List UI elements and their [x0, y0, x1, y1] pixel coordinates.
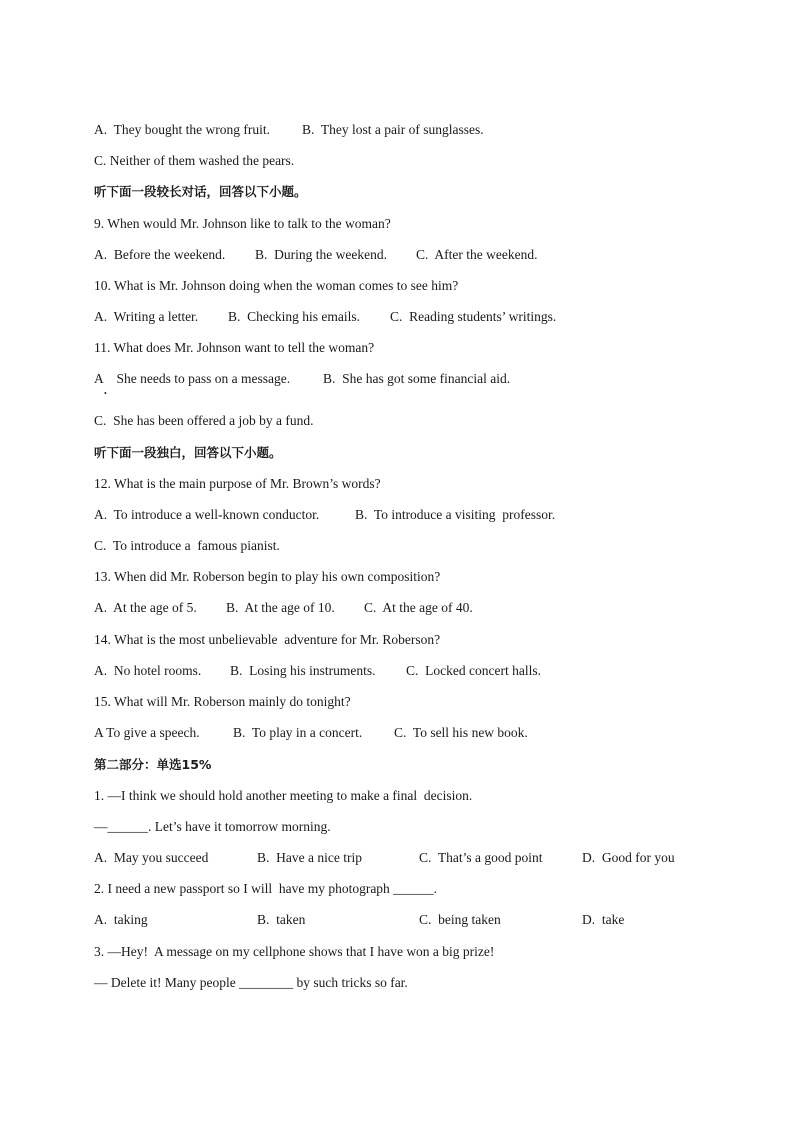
s2-stem: 2. I need a new passport so I will have my photograph ______.: [94, 881, 438, 896]
q9-option-c: C. After the weekend.: [416, 247, 538, 262]
q9-option-a: A. Before the weekend.: [94, 247, 226, 262]
q14-option-c: C. Locked concert halls.: [406, 663, 541, 678]
q13-option-c: C. At the age of 40.: [364, 600, 473, 615]
q11-stem: 11. What does Mr. Johnson want to tell the woman?: [94, 340, 375, 355]
s1-option-d: D. Good for you: [582, 850, 675, 865]
section-heading-part-two: 第二部分：单选15%: [94, 757, 212, 772]
q11-option-b: B. She has got some financial aid.: [323, 371, 511, 386]
s1-stem: 1. —I think we should hold another meeting to make a final decision.: [94, 788, 473, 803]
q9-stem: 9. When would Mr. Johnson like to talk to the woman?: [94, 216, 391, 231]
q8-option-b: B. They lost a pair of sunglasses.: [302, 122, 484, 137]
s1-option-a: A. May you succeed: [94, 850, 209, 865]
q11-option-c: C. She has been offered a job by a fund.: [94, 413, 314, 428]
s3-reply: — Delete it! Many people ________ by such tricks so far.: [94, 975, 408, 990]
section-heading-monologue: 听下面一段独白，回答以下小题。: [94, 445, 282, 460]
s1-option-c: C. That’s a good point: [419, 850, 543, 865]
q8-option-a: A. They bought the wrong fruit.: [94, 122, 270, 137]
q15-option-a: A To give a speech.: [94, 725, 200, 740]
q15-option-b: B. To play in a concert.: [233, 725, 363, 740]
q12-stem: 12. What is the main purpose of Mr. Brown’s words?: [94, 476, 381, 491]
s2-option-d: D. take: [582, 912, 625, 927]
q15-option-c: C. To sell his new book.: [394, 725, 528, 740]
q12-option-b: B. To introduce a visiting professor.: [355, 507, 556, 522]
q9-option-b: B. During the weekend.: [255, 247, 387, 262]
q14-option-b: B. Losing his instruments.: [230, 663, 376, 678]
section-heading-long-dialogue: 听下面一段较长对话，回答以下小题。: [94, 184, 307, 199]
q10-stem: 10. What is Mr. Johnson doing when the woman comes to see him?: [94, 278, 459, 293]
q8-option-c: C. Neither of them washed the pears.: [94, 153, 295, 168]
q13-option-b: B. At the age of 10.: [226, 600, 335, 615]
q12-option-c: C. To introduce a famous pianist.: [94, 538, 280, 553]
q12-option-a: A. To introduce a well-known conductor.: [94, 507, 320, 522]
s2-option-c: C. being taken: [419, 912, 501, 927]
q14-option-a: A. No hotel rooms.: [94, 663, 202, 678]
q15-stem: 15. What will Mr. Roberson mainly do tonight?: [94, 694, 351, 709]
s1-reply: —______. Let’s have it tomorrow morning.: [94, 819, 331, 834]
q13-option-a: A. At the age of 5.: [94, 600, 197, 615]
stray-dot-mark: •: [104, 389, 107, 398]
s3-stem: 3. —Hey! A message on my cellphone shows that I have won a big prize!: [94, 944, 495, 959]
s1-option-b: B. Have a nice trip: [257, 850, 362, 865]
q11-option-a: A She needs to pass on a message.: [94, 371, 291, 386]
q10-option-b: B. Checking his emails.: [228, 309, 360, 324]
q10-option-a: A. Writing a letter.: [94, 309, 199, 324]
s2-option-b: B. taken: [257, 912, 306, 927]
q10-option-c: C. Reading students’ writings.: [390, 309, 557, 324]
s2-option-a: A. taking: [94, 912, 148, 927]
q14-stem: 14. What is the most unbelievable adventure for Mr. Roberson?: [94, 632, 441, 647]
q13-stem: 13. When did Mr. Roberson begin to play his own composition?: [94, 569, 441, 584]
